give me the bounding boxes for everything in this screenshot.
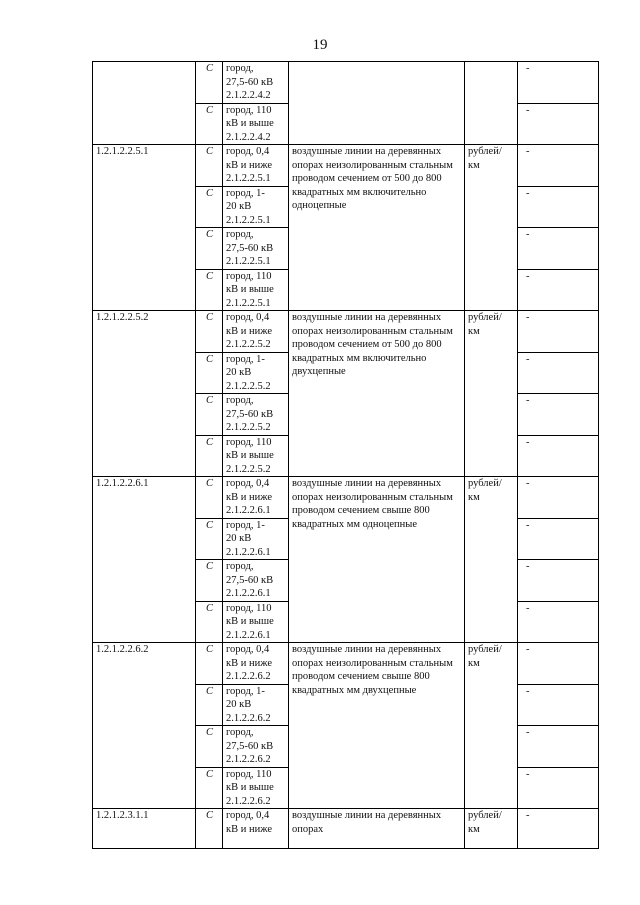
value-cell: - (518, 352, 599, 394)
page-number: 19 (312, 37, 328, 53)
code-cell: 1.2.1.2.2.6.2 (93, 643, 196, 809)
value-cell: - (518, 186, 599, 228)
symbol-cell: С (196, 435, 223, 477)
value-cell: - (518, 601, 599, 643)
symbol-cell: С (196, 311, 223, 353)
range-cell: город, 27,5-60 кВ 2.1.2.2.5.2 (223, 394, 289, 436)
value-cell: - (518, 477, 599, 519)
value-cell: - (518, 684, 599, 726)
symbol-cell: С (196, 352, 223, 394)
code-cell: 1.2.1.2.3.1.1 (93, 809, 196, 849)
value-cell: - (518, 726, 599, 768)
range-cell: город, 1- 20 кВ 2.1.2.2.5.1 (223, 186, 289, 228)
description-cell: воздушные линии на деревянных опорах неизолированным стальным проводом сечением от 500 до 800 квадратных мм включительно двухцепные (289, 311, 465, 477)
symbol-cell: С (196, 684, 223, 726)
value-cell: - (518, 62, 599, 104)
code-cell: 1.2.1.2.2.5.2 (93, 311, 196, 477)
value-cell: - (518, 435, 599, 477)
table-row (93, 643, 599, 685)
unit-cell: рублей/ км (465, 311, 518, 477)
symbol-cell: С (196, 518, 223, 560)
code-cell: 1.2.1.2.2.6.1 (93, 477, 196, 643)
value-cell: - (518, 394, 599, 436)
tariff-table-body (93, 62, 599, 849)
range-cell: город, 110 кВ и выше 2.1.2.2.6.2 (223, 767, 289, 809)
table-row (93, 311, 599, 353)
value-cell: - (518, 809, 599, 849)
value-cell: - (518, 311, 599, 353)
symbol-cell: С (196, 477, 223, 519)
symbol-cell: С (196, 103, 223, 145)
description-cell: воздушные линии на деревянных опорах (289, 809, 465, 849)
value-cell: - (518, 643, 599, 685)
range-cell: город, 0,4 кВ и ниже 2.1.2.2.6.1 (223, 477, 289, 519)
unit-cell: рублей/ км (465, 477, 518, 643)
table-row (93, 145, 599, 187)
description-cell: воздушные линии на деревянных опорах неизолированным стальным проводом сечением свыше 800 квадратных мм двухцепные (289, 643, 465, 809)
range-cell: город, 110 кВ и выше 2.1.2.2.5.1 (223, 269, 289, 311)
code-cell (93, 62, 196, 145)
value-cell: - (518, 228, 599, 270)
range-cell: город, 27,5-60 кВ 2.1.2.2.5.1 (223, 228, 289, 270)
symbol-cell: С (196, 643, 223, 685)
value-cell: - (518, 269, 599, 311)
unit-cell (465, 62, 518, 145)
symbol-cell: С (196, 269, 223, 311)
symbol-cell: С (196, 726, 223, 768)
symbol-cell: С (196, 186, 223, 228)
symbol-cell: С (196, 809, 223, 849)
symbol-cell: С (196, 601, 223, 643)
value-cell: - (518, 767, 599, 809)
value-cell: - (518, 103, 599, 145)
tariff-table (92, 61, 599, 849)
code-cell: 1.2.1.2.2.5.1 (93, 145, 196, 311)
symbol-cell: С (196, 560, 223, 602)
range-cell: город, 0,4 кВ и ниже 2.1.2.2.6.2 (223, 643, 289, 685)
range-cell: город, 110 кВ и выше 2.1.2.2.5.2 (223, 435, 289, 477)
range-cell: город, 27,5-60 кВ 2.1.2.2.6.2 (223, 726, 289, 768)
value-cell: - (518, 518, 599, 560)
symbol-cell: С (196, 228, 223, 270)
range-cell: город, 0,4 кВ и ниже (223, 809, 289, 849)
range-cell: город, 1- 20 кВ 2.1.2.2.5.2 (223, 352, 289, 394)
symbol-cell: С (196, 767, 223, 809)
range-cell: город, 110 кВ и выше 2.1.2.2.6.1 (223, 601, 289, 643)
table-row (93, 62, 599, 104)
range-cell: город, 27,5-60 кВ 2.1.2.2.4.2 (223, 62, 289, 104)
range-cell: город, 0,4 кВ и ниже 2.1.2.2.5.2 (223, 311, 289, 353)
unit-cell: рублей/ км (465, 809, 518, 849)
table-row (93, 477, 599, 519)
symbol-cell: С (196, 394, 223, 436)
description-cell: воздушные линии на деревянных опорах неизолированным стальным проводом сечением от 500 до 800 квадратных мм включительно одноцепные (289, 145, 465, 311)
range-cell: город, 27,5-60 кВ 2.1.2.2.6.1 (223, 560, 289, 602)
range-cell: город, 110 кВ и выше 2.1.2.2.4.2 (223, 103, 289, 145)
value-cell: - (518, 145, 599, 187)
symbol-cell: С (196, 62, 223, 104)
range-cell: город, 1- 20 кВ 2.1.2.2.6.1 (223, 518, 289, 560)
value-cell: - (518, 560, 599, 602)
description-cell: воздушные линии на деревянных опорах неизолированным стальным проводом сечением свыше 800 квадратных мм одноцепные (289, 477, 465, 643)
table-row (93, 809, 599, 849)
description-cell (289, 62, 465, 145)
range-cell: город, 0,4 кВ и ниже 2.1.2.2.5.1 (223, 145, 289, 187)
range-cell: город, 1- 20 кВ 2.1.2.2.6.2 (223, 684, 289, 726)
unit-cell: рублей/ км (465, 145, 518, 311)
symbol-cell: С (196, 145, 223, 187)
unit-cell: рублей/ км (465, 643, 518, 809)
